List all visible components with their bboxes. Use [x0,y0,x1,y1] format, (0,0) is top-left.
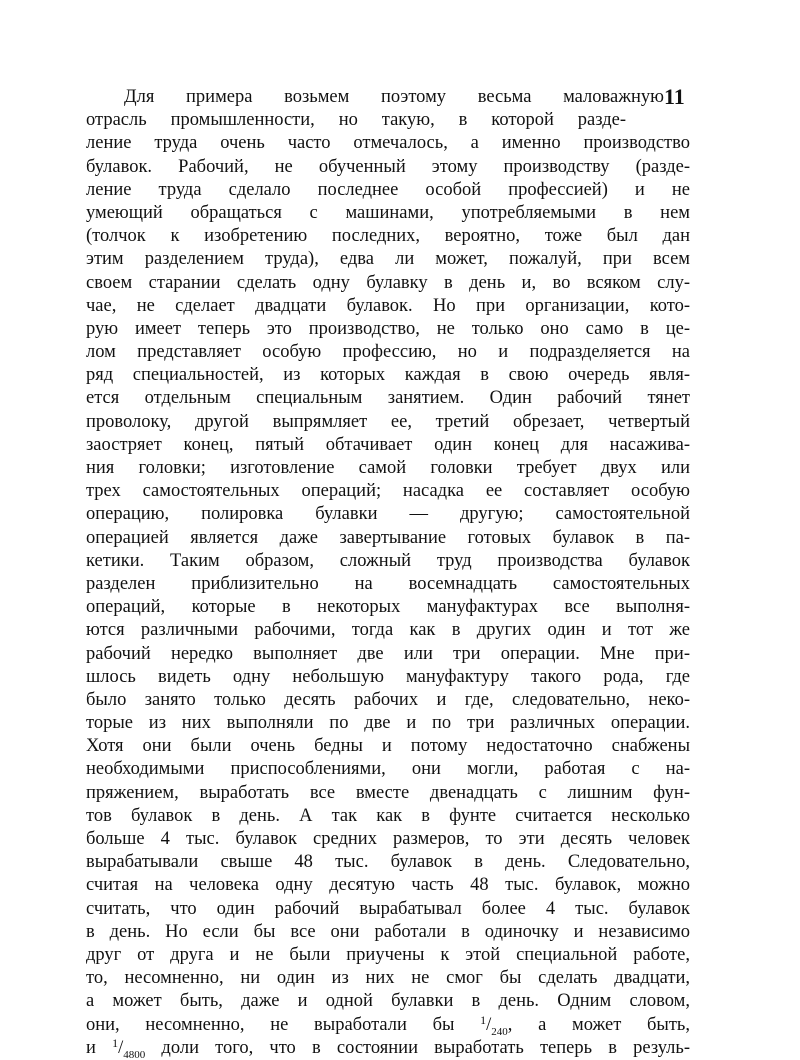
text-line-with-fraction [86,1037,690,1060]
text-line: разделен приблизительно на восемнадцать самостоятельных [86,573,690,594]
text-line: рабочий нередко выполняет две или три операции. Мне при- [86,643,690,664]
text-line: Хотя они были очень бедны и потому недостаточно снабжены [86,736,690,757]
text-line: своем старании сделать одну булавку в день и, во всяком слу- [86,272,690,293]
text-line: было занято только десять рабочих и где, следовательно, неко- [86,689,690,710]
fraction-numerator: 1 [112,1036,119,1050]
text-line: заостряет конец, пятый обтачивает один конец для насажива- [86,434,690,455]
page-number: 11 [664,84,685,109]
text-line: (толчок к изобретению последних, вероятно, тоже был дан [86,226,690,247]
text-line: операцией является даже завертывание готовых булавок в па- [86,527,690,548]
text-line: умеющий обращаться с машинами, употребляемыми в нем [86,202,690,223]
text-line: необходимыми приспособлениями, они могли, работая с на- [86,759,690,780]
body-text [86,86,690,1060]
text-line: булавок. Рабочий, не обученный этому производству (разде- [86,156,690,177]
text-line: отрасль промышленности, но такую, в которой разде- [86,110,626,131]
fraction-denominator: 240 [491,1025,508,1037]
line-text-after: доли того, что в состоянии выработать теперь в резуль- [145,1037,690,1058]
text-line: ление труда очень часто отмечалось, а именно производство [86,133,690,154]
line-text-before: и [86,1037,113,1058]
text-line: больше 4 тыс. булавок средних размеров, то эти десять человек [86,829,690,849]
text-line: проволоку, другой выпрямляет ее, третий обрезает, четвертый [86,411,690,432]
text-line: тов булавок в день. А так как в фунте считается несколько [86,805,690,826]
text-line: Для примера возьмем поэтому весьма маловажную [124,87,664,107]
text-line: пряжением, выработать все вместе двенадцать с лишним фун- [86,782,690,803]
fraction: $^1/_{4800}$ [112,1036,146,1060]
line-text-before: они, несомненно, не выработали бы [86,1014,481,1035]
text-line: ния головки; изготовление самой головки требует двух или [86,458,690,478]
text-line: считать, что один рабочий вырабатывал более 4 тыс. булавок [86,898,690,919]
text-line: ление труда сделало последнее особой профессией) и не [86,179,690,200]
text-line: а может быть, даже и одной булавки в день. Одним словом, [86,991,690,1012]
fraction-numerator: 1 [480,1013,487,1027]
line-text-after: , а может быть, [507,1014,690,1035]
text-line: то, несомненно, ни один из них не смог бы сделать двадцати, [86,968,690,989]
text-line: друг от друга и не были приучены к этой специальной работе, [86,944,690,965]
text-line: считая на человека одну десятую часть 48 тыс. булавок, можно [86,875,690,896]
text-line: рую имеет теперь это производство, не только оно само в це- [86,318,690,339]
text-line: в день. Но если бы все они работали в одиночку и независимо [86,921,690,942]
text-line: торые из них выполняли по две и по три различных операции. [86,713,690,734]
text-line: операцию, полировка булавки — другую; самостоятельной [86,504,690,525]
text-line: ется отдельным специальным занятием. Один рабочий тянет [86,388,690,409]
text-line: ются различными рабочими, тогда как в других один и тот же [86,620,690,641]
text-line: трех самостоятельных операций; насадка ее составляет особую [86,481,690,502]
fraction: $^1/_{240}$ [480,1013,508,1037]
text-line: ряд специальностей, из которых каждая в свою очередь явля- [86,365,690,386]
text-line-with-fraction [86,1014,690,1037]
text-line: кетики. Таким образом, сложный труд производства булавок [86,550,690,571]
fraction-denominator: 4800 [123,1048,146,1060]
text-line: шлось видеть одну небольшую мануфактуру такого рода, где [86,666,690,687]
text-line: операций, которые в некоторых мануфактурах все выполня- [86,597,690,618]
text-line: лом представляет особую профессию, но и подразделяется на [86,342,690,363]
text-line: вырабатывали свыше 48 тыс. булавок в день. Следовательно, [86,852,690,873]
text-line: этим разделением труда), едва ли может, пожалуй, при всем [86,249,690,270]
text-line: чае, не сделает двадцати булавок. Но при организации, кото- [86,295,690,316]
